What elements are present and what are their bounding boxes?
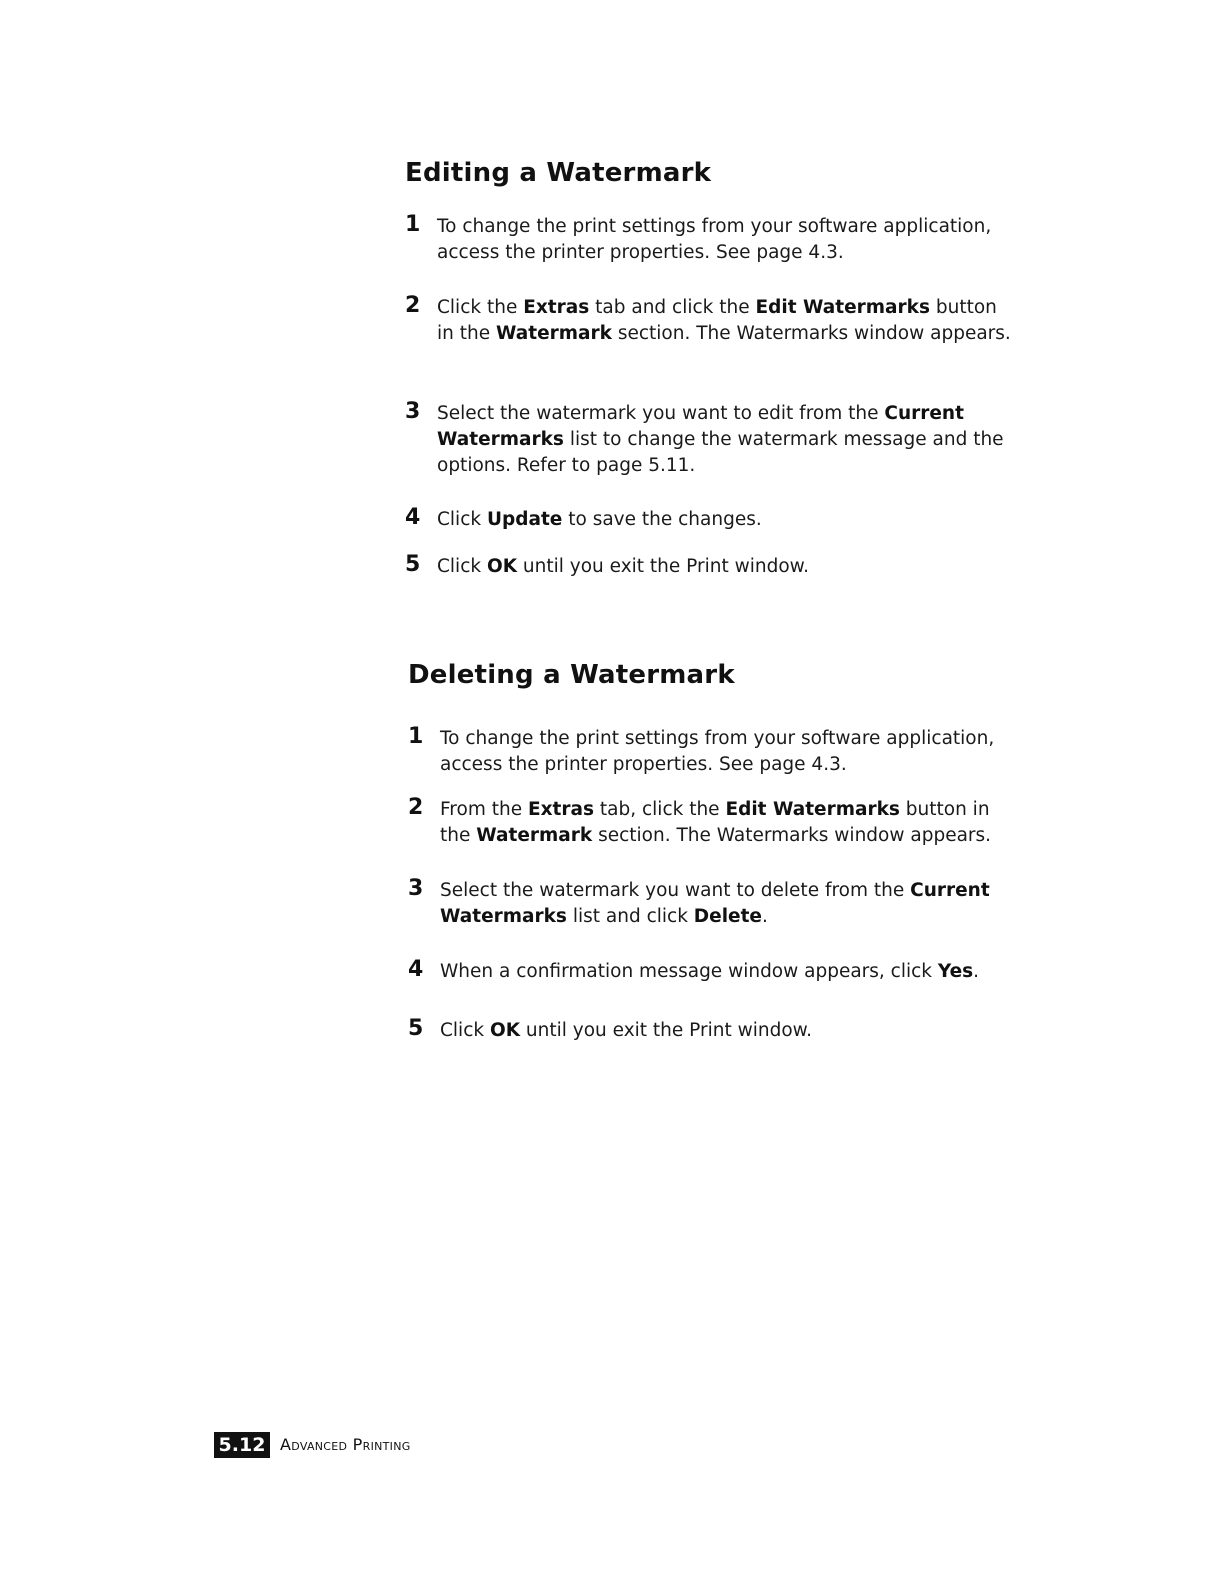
step-text: From the Extras tab, click the Edit Watermarks button in the Watermark section. The Watermarks window appears. — [440, 799, 992, 846]
step-text: Select the watermark you want to edit from the Current Watermarks list to change the watermark message and the options. Refer to page 5.11. — [437, 403, 1004, 476]
step-text: When a confirmation message window appears, click Yes. — [440, 961, 980, 982]
step-number: 4 — [405, 505, 421, 530]
step-text: Click OK until you exit the Print window. — [437, 556, 809, 577]
step-number: 2 — [405, 293, 421, 318]
step-number: 2 — [408, 795, 424, 820]
step-text: Click the Extras tab and click the Edit Watermarks button in the Watermark section. The Watermarks window appears. — [437, 297, 1011, 344]
ui-term: Edit Watermarks — [755, 297, 930, 318]
step-text: Select the watermark you want to delete from the Current Watermarks list and click Delete. — [440, 880, 990, 927]
ui-term: Watermark — [476, 825, 593, 846]
step-number: 1 — [408, 724, 424, 749]
ui-term: Extras — [523, 297, 590, 318]
ui-term: Update — [486, 509, 563, 530]
page-number-badge: 5.12 — [214, 1432, 270, 1458]
section-title: Deleting a Watermark — [408, 660, 735, 690]
ui-term: Extras — [527, 799, 595, 820]
step-text: To change the print settings from your software application, access the printer properties. See page 4.3. — [437, 216, 992, 263]
section-title: Editing a Watermark — [405, 158, 712, 188]
chapter-title: Advanced Printing — [280, 1435, 411, 1454]
ui-term: Current Watermarks — [440, 880, 990, 927]
ui-term: Watermark — [496, 323, 612, 344]
step-number: 5 — [405, 552, 421, 577]
step-text: To change the print settings from your software application, access the printer properties. See page 4.3. — [440, 728, 995, 775]
step-number: 3 — [405, 399, 421, 424]
ui-term: Yes — [937, 961, 974, 982]
ui-term: Current Watermarks — [437, 403, 964, 450]
step-text: Click OK until you exit the Print window. — [440, 1020, 812, 1041]
ui-term: OK — [486, 556, 518, 577]
step-number: 4 — [408, 957, 424, 982]
step-number: 5 — [408, 1016, 424, 1041]
step-number: 3 — [408, 876, 424, 901]
ui-term: Edit Watermarks — [725, 799, 900, 820]
step-text: Click Update to save the changes. — [437, 509, 762, 530]
step-number: 1 — [405, 212, 421, 237]
ui-term: Delete — [693, 906, 762, 927]
ui-term: OK — [489, 1020, 521, 1041]
